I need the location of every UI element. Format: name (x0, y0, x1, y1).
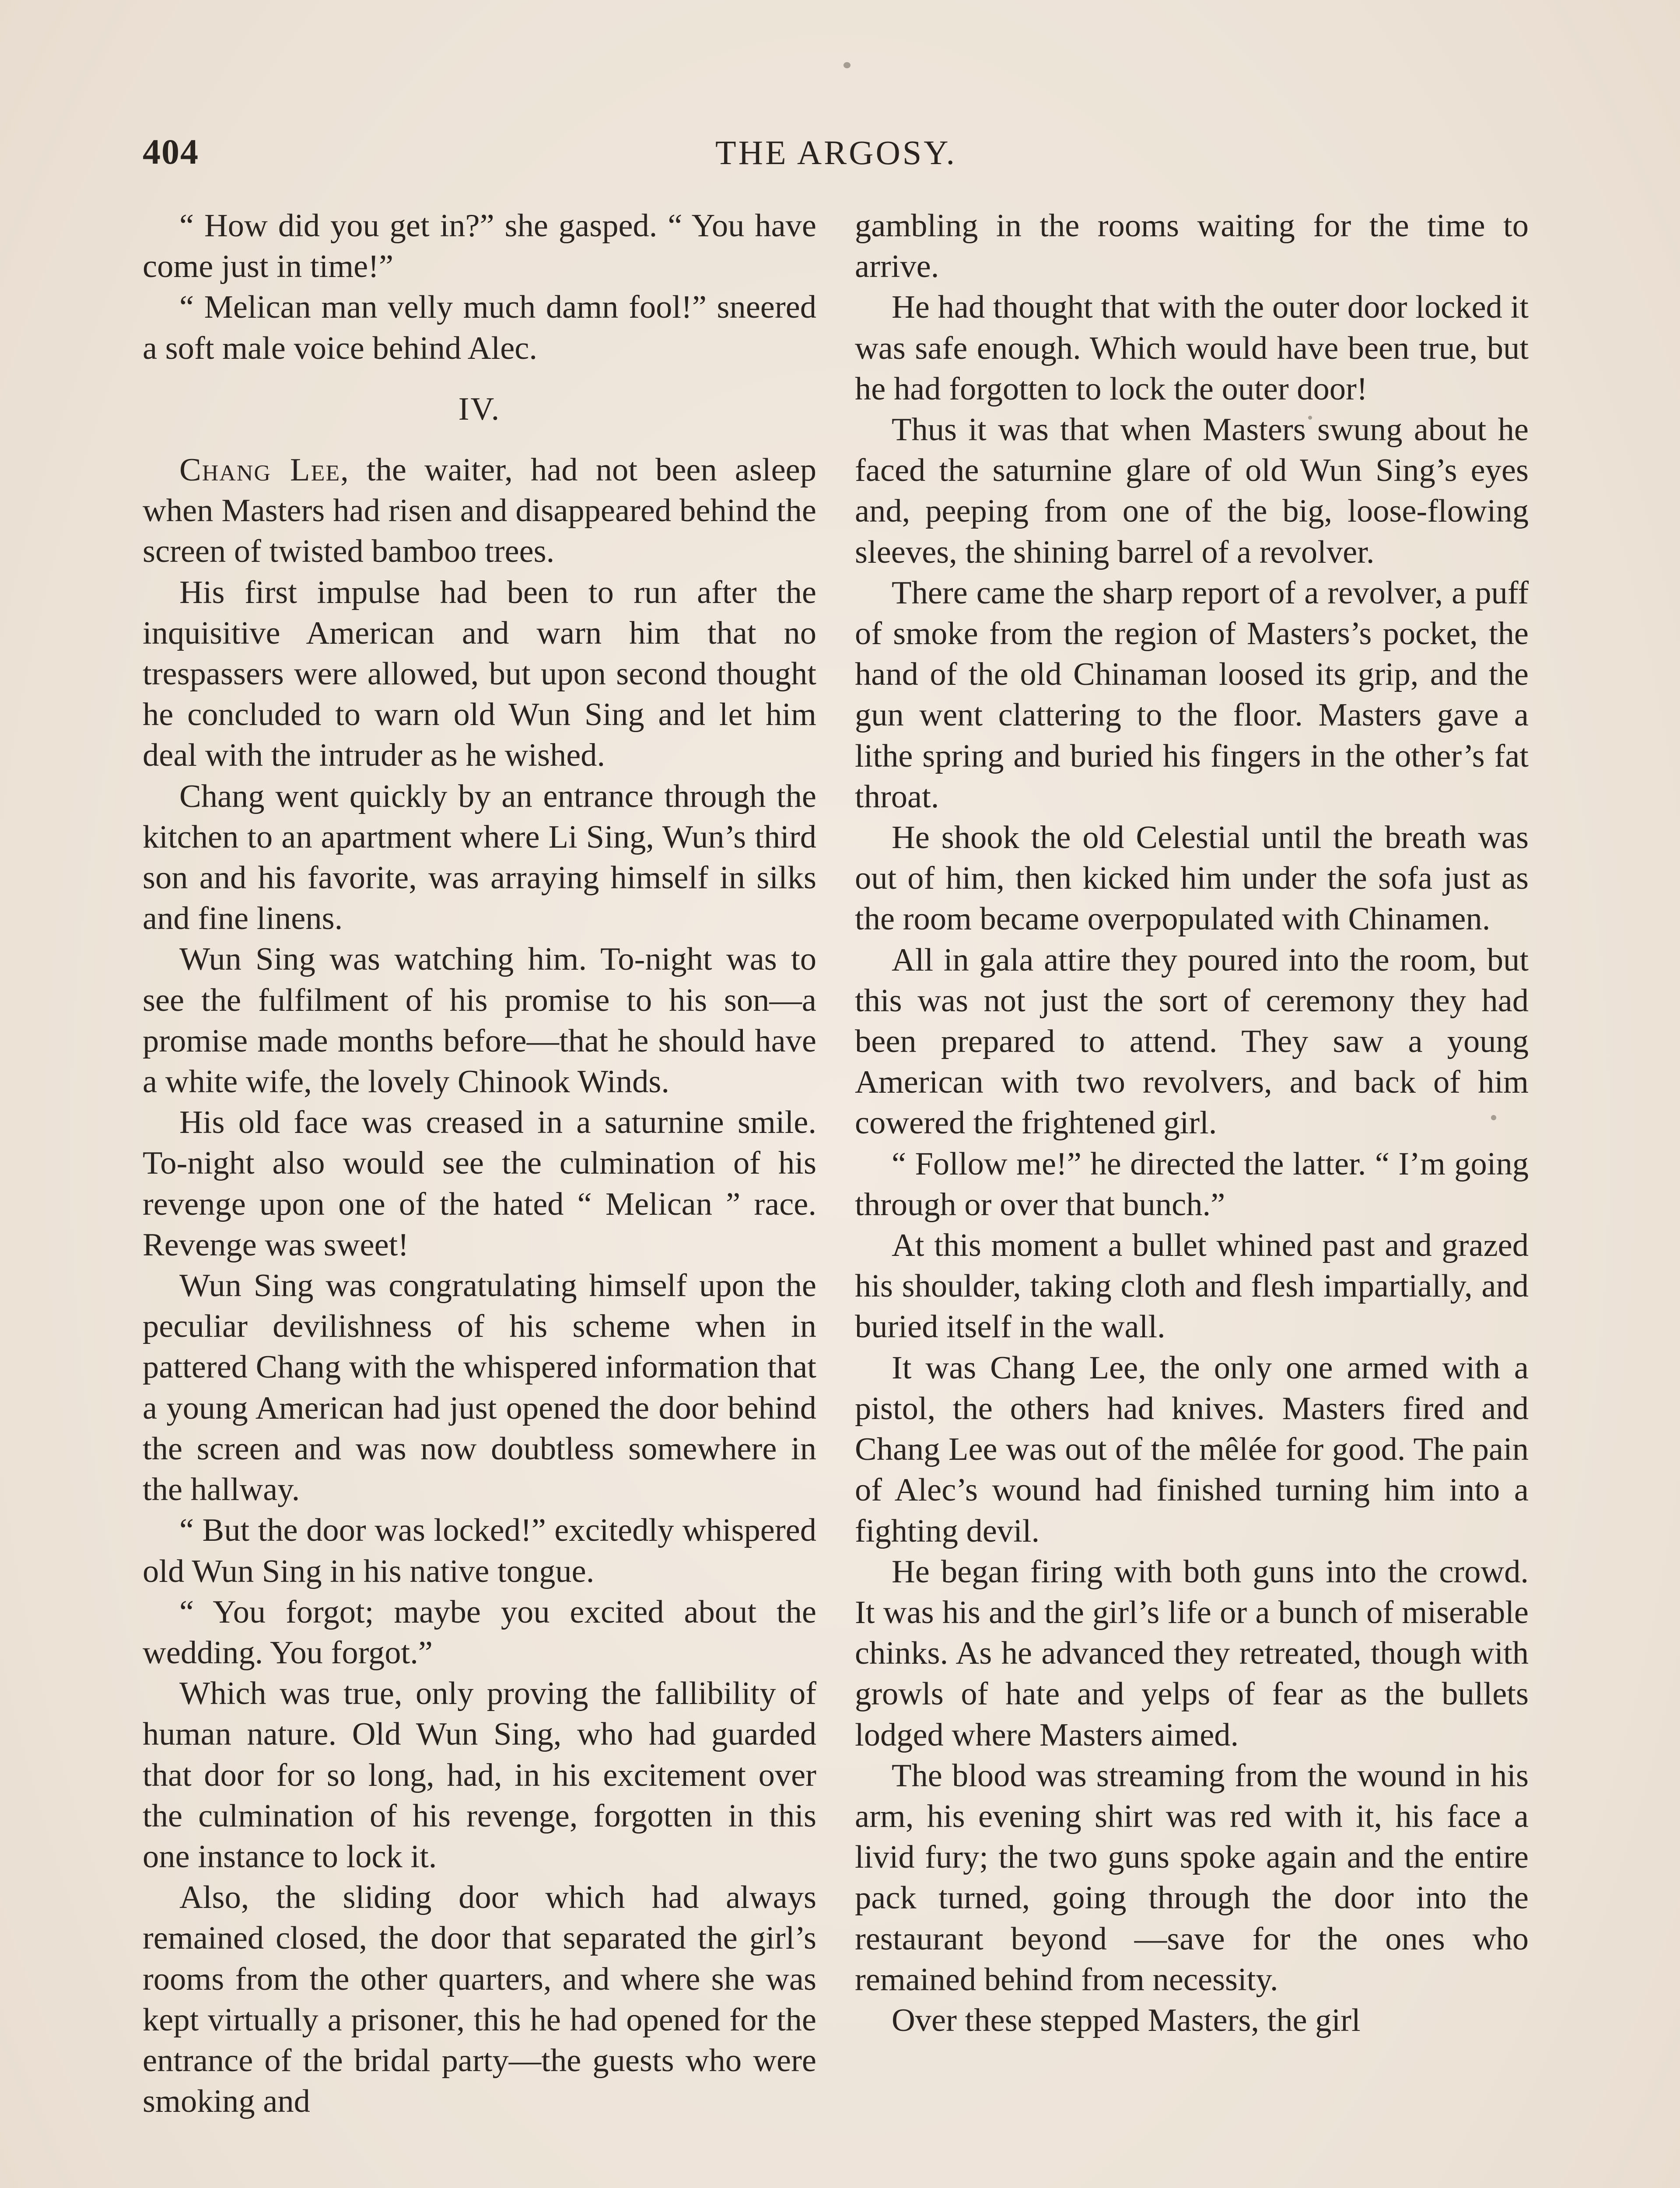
paragraph: His first impulse had been to run after the inquisitive American and warn him that no trespassers were allowed, but upon second thought he concluded to warn old Wun Sing and let him deal with the intruder as he wished. (143, 574, 816, 774)
paragraph: Wun Sing was congratulating himself upon the peculiar devilishness of his scheme when in pattered Chang with the whispered information that a young American had just opened the door behind the screen and was now doubtless somewhere in the hallway. (143, 1268, 816, 1508)
paragraph: Over these stepped Masters, the girl (892, 2002, 1361, 2038)
paragraph: Thus it was that when Masters swung about he faced the saturnine glare of old Wun Sing’s eyes and, peeping from one of the big, loose-flowing sleeves, the shining barrel of a revolver. (855, 412, 1529, 570)
paragraph: His old face was creased in a saturnine smile. To-night also would see the culmination of his revenge upon one of the hated “ Melican ” race. Revenge was sweet! (143, 1105, 816, 1263)
paragraph: Which was true, only proving the fallibility of human nature. Old Wun Sing, who had guarded that door for so long, had, in his excitement over the culmination of his revenge, forgotten in this one instance to lock it. (143, 1676, 816, 1875)
paragraph: Wun Sing was watching him. To-night was to see the fulfilment of his promise to his son—a promise made months before—that he should have a white wife, the lovely Chinook Winds. (143, 941, 816, 1100)
paragraph (143, 450, 816, 572)
paragraph: At this moment a bullet whined past and grazed his shoulder, taking cloth and flesh impartially, and buried itself in the wall. (855, 1227, 1529, 1345)
character-name: Chang Lee (179, 452, 341, 488)
paragraph: The blood was streaming from the wound in his arm, his evening shirt was red with it, his face a livid fury; the two guns spoke again and the entire pack turned, going through the door into the restaurant beyond —save for the ones who remained behind from necessity. (855, 1757, 1529, 1998)
paragraph: “ How did you get in?” she gasped. “ You have come just in time!” (143, 208, 816, 285)
paragraph: “ Follow me!” he directed the latter. “ I’m going through or over that bunch.” (855, 1146, 1529, 1223)
paragraph: “ But the door was locked!” excitedly whispered old Wun Sing in his native tongue. (143, 1512, 816, 1589)
paragraph: He began firing with both guns into the crowd. It was his and the girl’s life or a bunch of miserable chinks. As he advanced they retreated, though with growls of hate and yelps of fear as the bullets lodged where Masters aimed. (855, 1553, 1529, 1753)
page-number: 404 (143, 132, 199, 172)
section-number: IV. (458, 391, 501, 427)
paragraph-continued: gambling in the rooms waiting for the time to arrive. (855, 208, 1529, 285)
paragraph: Chang went quickly by an entrance through the kitchen to an apartment where Li Sing, Wun’s third son and his favorite, was arraying himself in silks and fine linens. (143, 778, 816, 937)
paragraph: All in gala attire they poured into the room, but this was not just the sort of ceremony they had been prepared to attend. They saw a young American with two revolvers, and back of him cowered the frightened girl. (855, 942, 1529, 1141)
paragraph: There came the sharp report of a revolver, a puff of smoke from the region of Masters’s pocket, the hand of the old Chinaman loosed its grip, and the gun went clattering to the floor. Masters gave a lithe spring and buried his fingers in the other’s fat throat. (855, 575, 1529, 815)
paragraph: Also, the sliding door which had always remained closed, the door that separated the girl’s rooms from the other quarters, and where she was kept virtually a prisoner, this he had opened for the entrance of the bridal party—the guests who were smoking and (143, 1879, 816, 2120)
page-header (143, 131, 1530, 179)
paragraph: It was Chang Lee, the only one armed with a pistol, the others had knives. Masters fired and Chang Lee was out of the mêlée for good. The pain of Alec’s wound had finished turning him into a fighting devil. (855, 1350, 1529, 1549)
paragraph-text: , the waiter, had not been asleep when Masters had risen and disappeared behind the screen of twisted bamboo trees. (143, 452, 816, 570)
paragraph: “ You forgot; maybe you excited about the wedding. You forgot.” (143, 1594, 816, 1671)
paragraph: He had thought that with the outer door locked it was safe enough. Which would have been true, but he had forgotten to lock the outer door! (855, 289, 1529, 407)
paragraph: He shook the old Celestial until the breath was out of him, then kicked him under the sofa just as the room became overpopulated with Chinamen. (855, 820, 1529, 937)
running-head: THE ARGOSY. (715, 133, 957, 172)
ink-speck (844, 62, 850, 68)
paragraph: “ Melican man velly much damn fool!” sneered a soft male voice behind Alec. (143, 289, 816, 366)
right-column (855, 206, 1529, 2188)
left-column (143, 206, 816, 2188)
